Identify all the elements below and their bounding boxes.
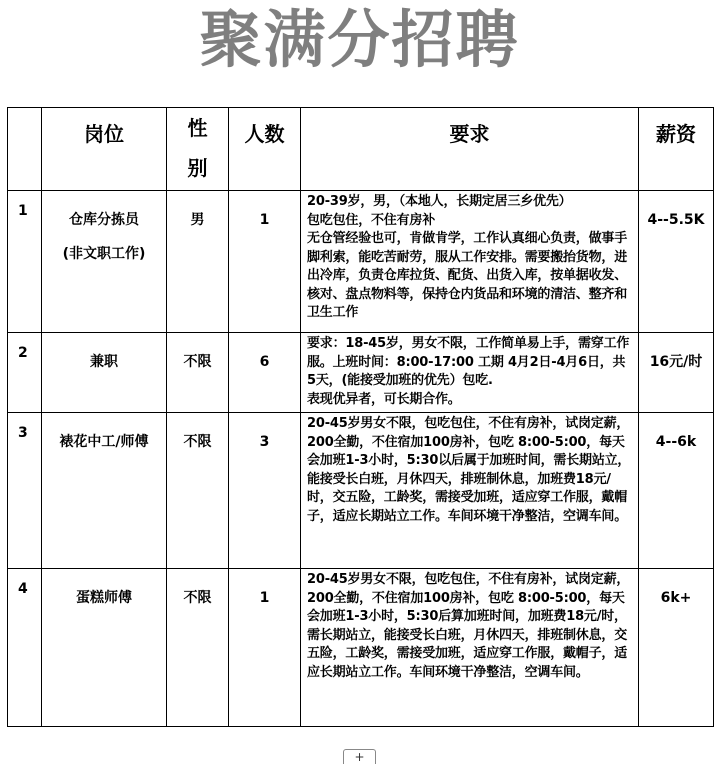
row-gender: 男 — [167, 191, 229, 333]
row-position: 蛋糕师傅 — [42, 569, 167, 727]
header-count: 人数 — [229, 108, 301, 191]
row-count: 6 — [229, 333, 301, 413]
header-requirements: 要求 — [301, 108, 639, 191]
add-button[interactable]: + — [343, 749, 376, 764]
row-count: 1 — [229, 569, 301, 727]
row-salary: 4--5.5K — [639, 191, 714, 333]
table-row — [8, 413, 714, 569]
row-requirements: 20-45岁男女不限，包吃包住，不住有房补，试岗定薪，200全勤，不住宿加100房补，包吃 8:00-5:00，每天会加班1-3小时，5:30以后属于加班时间，需长期站立，能接受长白班，月休四天，排班制休息，加班费18元/时，交五险，工龄奖，需接受加班，适应穿工作服，戴帽子，适应长期站立工作。车间环境干净整洁，空调车间。 — [301, 413, 639, 569]
header-gender: 性 别 — [167, 108, 229, 191]
row-count: 1 — [229, 191, 301, 333]
table-row — [8, 191, 714, 333]
row-gender: 不限 — [167, 569, 229, 727]
row-requirements: 20-45岁男女不限，包吃包住，不住有房补，试岗定薪，200全勤，不住宿加100房补，包吃 8:00-5:00，每天会加班1-3小时，5:30后算加班时间，加班费18元/时，需长期站立，能接受长白班，月休四天，排班制休息，交五险，工龄奖，需接受加班，适应穿工作服，戴帽子，适应长期站立工作。车间环境干净整洁，空调车间。 — [301, 569, 639, 727]
row-salary: 16元/时 — [639, 333, 714, 413]
row-count: 3 — [229, 413, 301, 569]
row-position: 仓库分拣员 (非文职工作) — [42, 191, 167, 333]
row-gender: 不限 — [167, 413, 229, 569]
header-row — [8, 108, 714, 191]
page-title: 聚满分招聘 — [199, 3, 520, 76]
header-index — [8, 108, 42, 191]
row-index: 3 — [8, 413, 42, 569]
table-row — [8, 333, 714, 413]
row-index: 2 — [8, 333, 42, 413]
row-index: 1 — [8, 191, 42, 333]
row-position: 裱花中工/师傅 — [42, 413, 167, 569]
header-position: 岗位 — [42, 108, 167, 191]
header-salary: 薪资 — [639, 108, 714, 191]
row-requirements: 要求：18-45岁，男女不限，工作简单易上手，需穿工作服。上班时间：8:00-17:00 工期 4月2日-4月6日，共5天，(能接受加班的优先）包吃. 表现优异者，可长期合作。 — [301, 333, 639, 413]
row-gender: 不限 — [167, 333, 229, 413]
table-row — [8, 569, 714, 727]
row-index: 4 — [8, 569, 42, 727]
job-table — [7, 107, 714, 727]
row-requirements: 20-39岁，男，（本地人，长期定居三乡优先） 包吃包住，不住有房补 无仓管经验也可，肯做肯学，工作认真细心负责，做事手脚利索，能吃苦耐劳，服从工作安排。需要搬抬货物，进出冷库，负责仓库拉货、配货、出货入库，按单据收发、核对、盘点物料等，保持仓内货品和环境的清洁、整齐和卫生工作 — [301, 191, 639, 333]
row-salary: 6k+ — [639, 569, 714, 727]
row-salary: 4--6k — [639, 413, 714, 569]
row-position: 兼职 — [42, 333, 167, 413]
